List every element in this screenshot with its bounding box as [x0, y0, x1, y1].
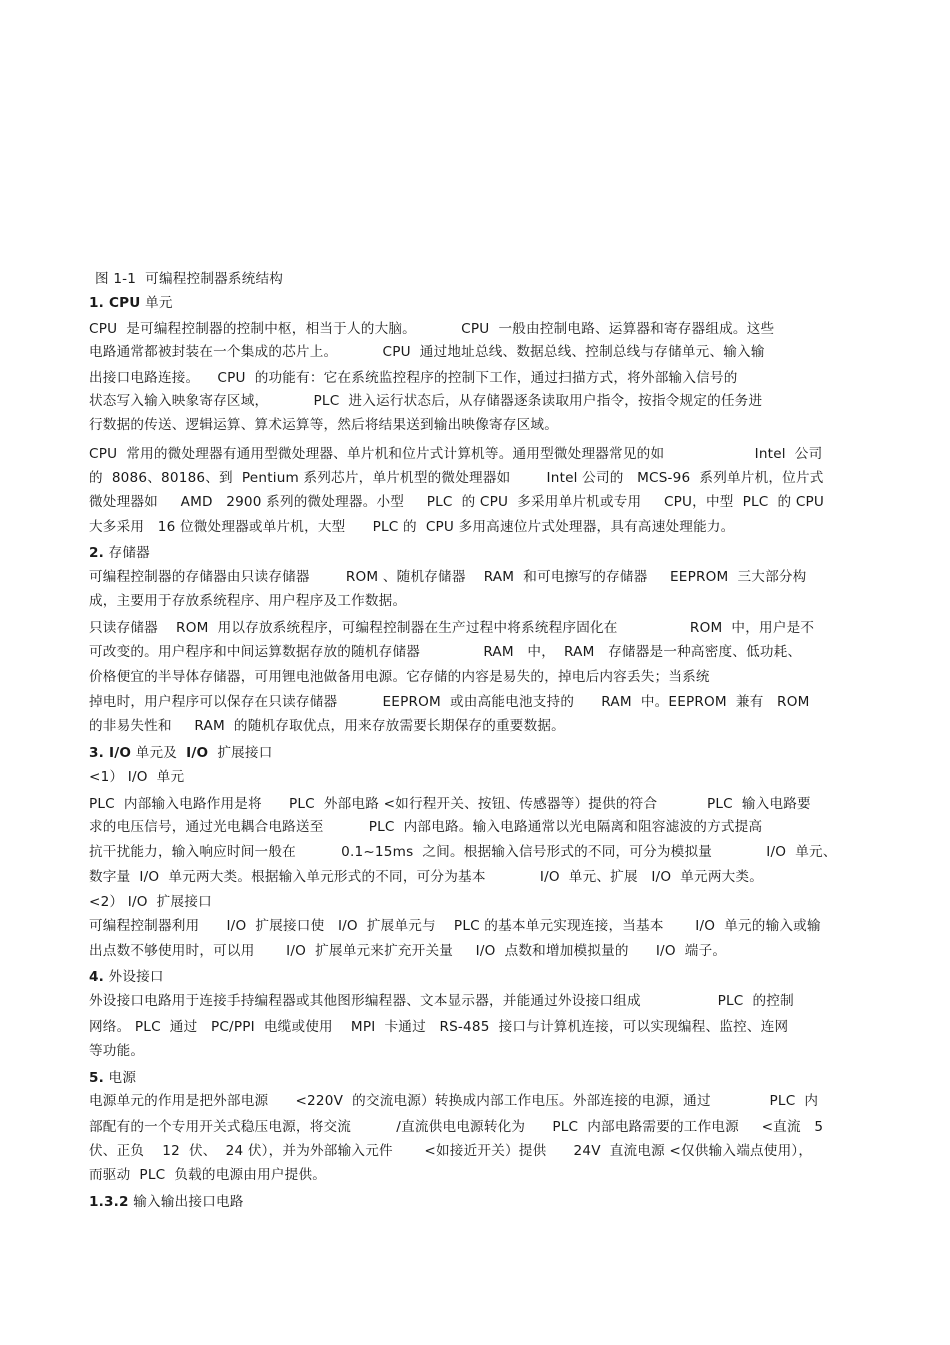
paragraph-line: 部配有的一个专用开关式稳压电源，将交流 /直流供电电源转化为 PLC 内部电路需要的工作电源 <直流 5 — [89, 1119, 824, 1135]
paragraph-line: 网络。 PLC 通过 PC/PPI 电缆或使用 MPI 卡通过 RS-485 接口与计算机连接，可以实现编程、监控、连网 — [89, 1019, 789, 1035]
paragraph-line: 等功能。 — [89, 1043, 145, 1059]
paragraph-line: 伏、正负 12 伏、 24 伏），并为外部输入元件 <如接近开关）提供 24V 直流电源 <仅供输入端点使用）， — [89, 1143, 813, 1159]
paragraph-line: 价格便宜的半导体存储器，可用锂电池做备用电源。它存储的内容是易失的，掉电后内容丢失；当系统 — [89, 669, 710, 685]
paragraph-line: 的非易失性和 RAM 的随机存取优点，用来存放需要长期保存的重要数据。 — [89, 718, 565, 734]
subsection-title: <2） I/O 扩展接口 — [89, 894, 212, 910]
paragraph-line: 微处理器如 AMD 2900 系列的微处理器。小型 PLC 的 CPU 多采用单片机或专用 CPU，中型 PLC 的 CPU — [89, 494, 825, 510]
paragraph-line: 可编程控制器利用 I/O 扩展接口使 I/O 扩展单元与 PLC 的基本单元实现连接，当基本 I/O 单元的输入或输 — [89, 918, 821, 934]
paragraph-line: 出接口电路连接。 CPU 的功能有：它在系统监控程序的控制下工作，通过扫描方式，将外部输入信号的 — [89, 370, 738, 386]
section-heading-memory: 2. 存储器 — [89, 545, 150, 561]
paragraph-line: 求的电压信号，通过光电耦合电路送至 PLC 内部电路。输入电路通常以光电隔离和阻容滤波的方式提高 — [89, 819, 763, 835]
paragraph-line: 状态写入输入映象寄存区域， PLC 进入运行状态后，从存储器逐条读取用户指令，按指令规定的任务进 — [89, 393, 763, 409]
paragraph-line: 可编程控制器的存储器由只读存储器 ROM 、随机存储器 RAM 和可电擦写的存储器 EEPROM 三大部分构 — [89, 569, 807, 585]
figure-caption: 图 1-1 可编程控制器系统结构 — [95, 271, 284, 287]
section-heading-cpu: 1. CPU 单元 — [89, 295, 173, 311]
section-heading-power: 5. 电源 — [89, 1070, 137, 1086]
paragraph-line: 出点数不够使用时，可以用 I/O 扩展单元来扩充开关量 I/O 点数和增加模拟量的 I/O 端子。 — [89, 943, 727, 959]
paragraph-line: CPU 常用的微处理器有通用型微处理器、单片机和位片式计算机等。通用型微处理器常见的如 Intel 公司 — [89, 446, 823, 462]
paragraph-line: 数字量 I/O 单元两大类。根据输入单元形式的不同，可分为基本 I/O 单元、扩展 I/O 单元两大类。 — [89, 869, 764, 885]
paragraph-line: 电源单元的作用是把外部电源 <220V 的交流电源）转换成内部工作电压。外部连接的电源，通过 PLC 内 — [89, 1093, 819, 1109]
section-heading-peripheral: 4. 外设接口 — [89, 969, 164, 985]
paragraph-line: 只读存储器 ROM 用以存放系统程序，可编程控制器在生产过程中将系统程序固化在 ROM 中，用户是不 — [89, 620, 815, 636]
subsection-title: <1） I/O 单元 — [89, 769, 185, 785]
section-heading-io-interface: 1.3.2 输入输出接口电路 — [89, 1194, 244, 1210]
paragraph-line: 外设接口电路用于连接手持编程器或其他图形编程器、文本显示器，并能通过外设接口组成 PLC 的控制 — [89, 993, 794, 1009]
paragraph-line: 成，主要用于存放系统程序、用户程序及工作数据。 — [89, 593, 407, 609]
paragraph-line: 大多采用 16 位微处理器或单片机，大型 PLC 的 CPU 多用高速位片式处理器，具有高速处理能力。 — [89, 519, 735, 535]
paragraph-line: 电路通常都被封装在一个集成的芯片上。 CPU 通过地址总线、数据总线、控制总线与存储单元、输入输 — [89, 344, 765, 360]
paragraph-line: 而驱动 PLC 负载的电源由用户提供。 — [89, 1167, 327, 1183]
section-heading-io: 3. I/O 单元及 I/O 扩展接口 — [89, 745, 273, 761]
paragraph-line: CPU 是可编程控制器的控制中枢，相当于人的大脑。 CPU 一般由控制电路、运算器和寄存器组成。这些 — [89, 321, 775, 337]
paragraph-line: 的 8086、80186、到 Pentium 系列芯片，单片机型的微处理器如 Intel 公司的 MCS-96 系列单片机，位片式 — [89, 470, 824, 486]
paragraph-line: PLC 内部输入电路作用是将 PLC 外部电路 <如行程开关、按钮、传感器等）提供的符合 PLC 输入电路要 — [89, 796, 811, 812]
paragraph-line: 掉电时，用户程序可以保存在只读存储器 EEPROM 或由高能电池支持的 RAM 中。EEPROM 兼有 ROM — [89, 694, 810, 710]
paragraph-line: 抗干扰能力，输入响应时间一般在 0.1~15ms 之间。根据输入信号形式的不同，可分为模拟量 I/O 单元、 — [89, 844, 837, 860]
paragraph-line: 可改变的。用户程序和中间运算数据存放的随机存储器 RAM 中， RAM 存储器是一种高密度、低功耗、 — [89, 644, 802, 660]
paragraph-line: 行数据的传送、逻辑运算、算术运算等，然后将结果送到输出映像寄存区域。 — [89, 417, 558, 433]
